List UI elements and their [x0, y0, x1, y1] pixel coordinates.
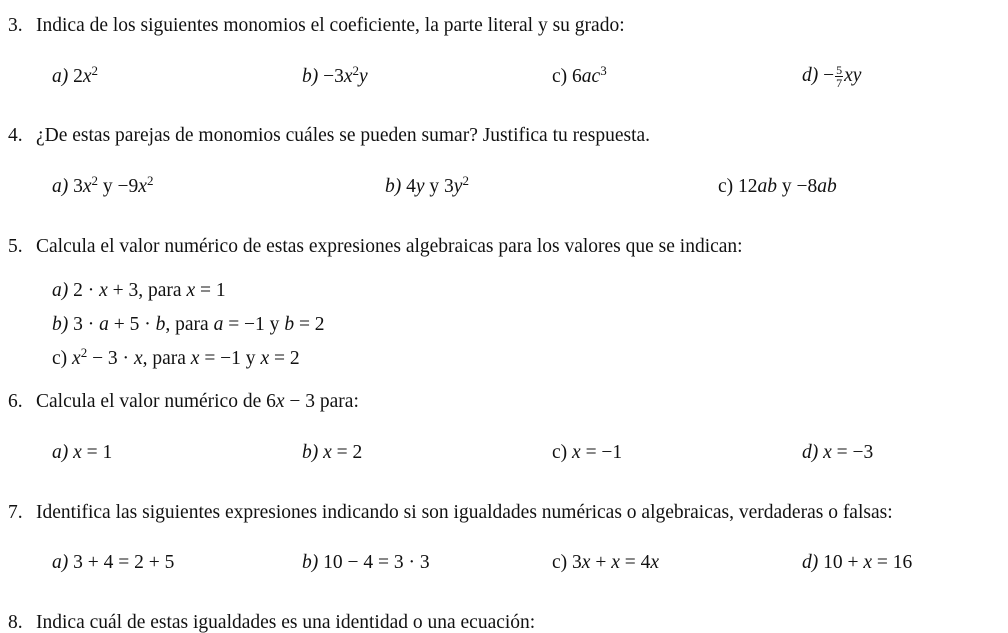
question-5 — [8, 237, 743, 257]
question-text: Indica cuál de estas igualdades es una identidad o una ecuación: — [36, 612, 536, 633]
question-7 — [8, 503, 893, 523]
question-6-item-d: d) x = −3 — [802, 442, 874, 463]
question-7-item-b: b) 10 − 4 = 3 · 3 — [302, 552, 430, 573]
question-7-item-d: d) 10 + x = 16 — [802, 552, 913, 573]
question-6 — [8, 392, 359, 412]
question-4-item-b: b) 4y y $3y^2$ — [385, 172, 469, 197]
question-7-item-c: c) 3x + x = 4x — [552, 552, 659, 573]
question-number: 7. — [8, 502, 23, 523]
question-number: 8. — [8, 612, 23, 633]
question-6-item-a: a) x = 1 — [52, 442, 113, 463]
fraction: $\frac{5}{7}$ — [836, 63, 843, 90]
question-3-item-b: $b) -3x^2y$ — [302, 62, 368, 87]
question-4 — [8, 126, 650, 146]
question-6-item-c: c) x = −1 — [552, 442, 623, 463]
question-4-item-c: c) 12ab y −8ab — [718, 176, 837, 197]
question-3-item-c: c) $6ac^3$ — [552, 62, 607, 87]
question-5-item-a: a) 2 · x + 3, para x = 1 — [52, 280, 226, 301]
question-3-item-d: d) − $\frac{5}{7}$ xy — [802, 63, 862, 90]
question-number: 3. — [8, 15, 23, 36]
question-5-item-b: b) 3 · a + 5 · b, para a = −1 y b = 2 — [52, 314, 325, 335]
question-text: ¿De estas parejas de monomios cuáles se pueden sumar? Justifica tu respuesta. — [36, 125, 651, 146]
question-6-item-b: b) x = 2 — [302, 442, 363, 463]
question-3 — [8, 16, 625, 36]
question-text: Calcula el valor numérico de 6x − 3 para: — [36, 391, 359, 412]
question-7-item-a: a) 3 + 4 = 2 + 5 — [52, 552, 175, 573]
question-4-item-a: a) $3x^2$ $y -9x^2$ — [52, 172, 154, 197]
question-text: Calcula el valor numérico de estas expresiones algebraicas para los valores que se indican: — [36, 236, 743, 257]
question-3-item-a: a) $2x^2$ — [52, 62, 99, 87]
question-number: 4. — [8, 125, 23, 146]
question-number: 5. — [8, 236, 23, 257]
question-text: Indica de los siguientes monomios el coeficiente, la parte literal y su grado: — [36, 15, 625, 36]
question-text: Identifica las siguientes expresiones indicando si son igualdades numéricas o algebraicas, verdaderas o falsas: — [36, 502, 893, 523]
question-number: 6. — [8, 391, 23, 412]
question-5-item-c: c) $x^2 - 3 \cdot x$, para x = −1 y x = 2 — [52, 344, 300, 369]
